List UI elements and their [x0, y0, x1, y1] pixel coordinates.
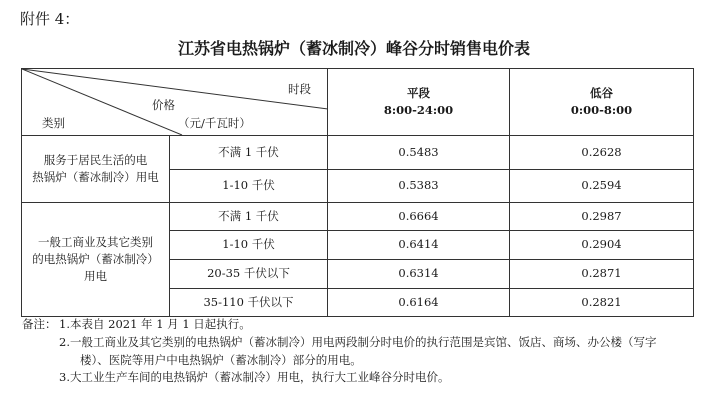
valley-price: 0.2628 — [510, 136, 694, 170]
category-line: 一般工商业及其它类别 — [38, 234, 153, 249]
header-unit-label: （元/千瓦时） — [178, 116, 251, 130]
header-valley-period — [510, 69, 694, 136]
valley-price: 0.2904 — [510, 231, 694, 260]
valley-price: 0.2871 — [510, 260, 694, 289]
voltage-tier: 20-35 千伏以下 — [170, 260, 328, 289]
notes-label: 备注： — [22, 317, 57, 331]
header-flat-period — [328, 69, 510, 136]
valley-period-name: 低谷 — [590, 85, 613, 100]
flat-price: 0.6664 — [328, 203, 510, 231]
valley-period-time: 0:00-8:00 — [570, 103, 633, 117]
attachment-label: 附件 4： — [20, 10, 80, 28]
flat-price: 0.6314 — [328, 260, 510, 289]
header-row — [22, 69, 694, 136]
flat-period-time: 8:00-24:00 — [383, 103, 454, 117]
table-row — [22, 203, 694, 231]
header-period-label: 时段 — [288, 82, 311, 96]
note-3: 3.大工业生产车间的电热锅炉（蓄冰制冷）用电，执行大工业峰谷分时电价。 — [59, 370, 450, 385]
notes-section — [22, 316, 692, 387]
header-price-label: 价格 — [152, 98, 175, 112]
flat-period-name: 平段 — [407, 85, 430, 100]
category-line: 用电 — [84, 269, 107, 284]
voltage-tier: 1-10 千伏 — [170, 170, 328, 203]
note-row — [22, 316, 692, 334]
table-row — [22, 136, 694, 170]
category-commercial — [22, 203, 170, 317]
header-category-label: 类别 — [42, 116, 65, 130]
category-line: 服务于居民生活的电 — [43, 152, 148, 167]
voltage-tier: 1-10 千伏 — [170, 231, 328, 260]
valley-price: 0.2594 — [510, 170, 694, 203]
voltage-tier: 不满 1 千伏 — [170, 203, 328, 231]
diagonal-lines — [22, 69, 328, 135]
flat-price: 0.5483 — [328, 136, 510, 170]
valley-price: 0.2821 — [510, 289, 694, 317]
flat-price: 0.5383 — [328, 170, 510, 203]
flat-price: 0.6164 — [328, 289, 510, 317]
price-table — [21, 68, 694, 317]
category-line: 的电热锅炉（蓄冰制冷） — [32, 251, 159, 266]
voltage-tier: 35-110 千伏以下 — [170, 289, 328, 317]
category-line: 热锅炉（蓄冰制冷）用电 — [32, 170, 159, 184]
voltage-tier: 不满 1 千伏 — [170, 136, 328, 170]
note-2-continued: 楼）、医院等用户中电热锅炉（蓄冰制冷）部分的用电。 — [80, 352, 362, 367]
flat-price: 0.6414 — [328, 231, 510, 260]
valley-price: 0.2987 — [510, 203, 694, 231]
note-1: 1.本表自 2021 年 1 月 1 日起执行。 — [59, 317, 251, 331]
table-title: 江苏省电热锅炉（蓄冰制冷）峰谷分时销售电价表 — [177, 39, 530, 58]
category-residential — [22, 136, 170, 203]
note-2: 2.一般工商业及其它类别的电热锅炉（蓄冰制冷）用电两段制分时电价的执行范围是宾馆、饭店、商场、办公楼（写字 — [59, 334, 657, 349]
diagonal-header-cell — [22, 69, 328, 136]
